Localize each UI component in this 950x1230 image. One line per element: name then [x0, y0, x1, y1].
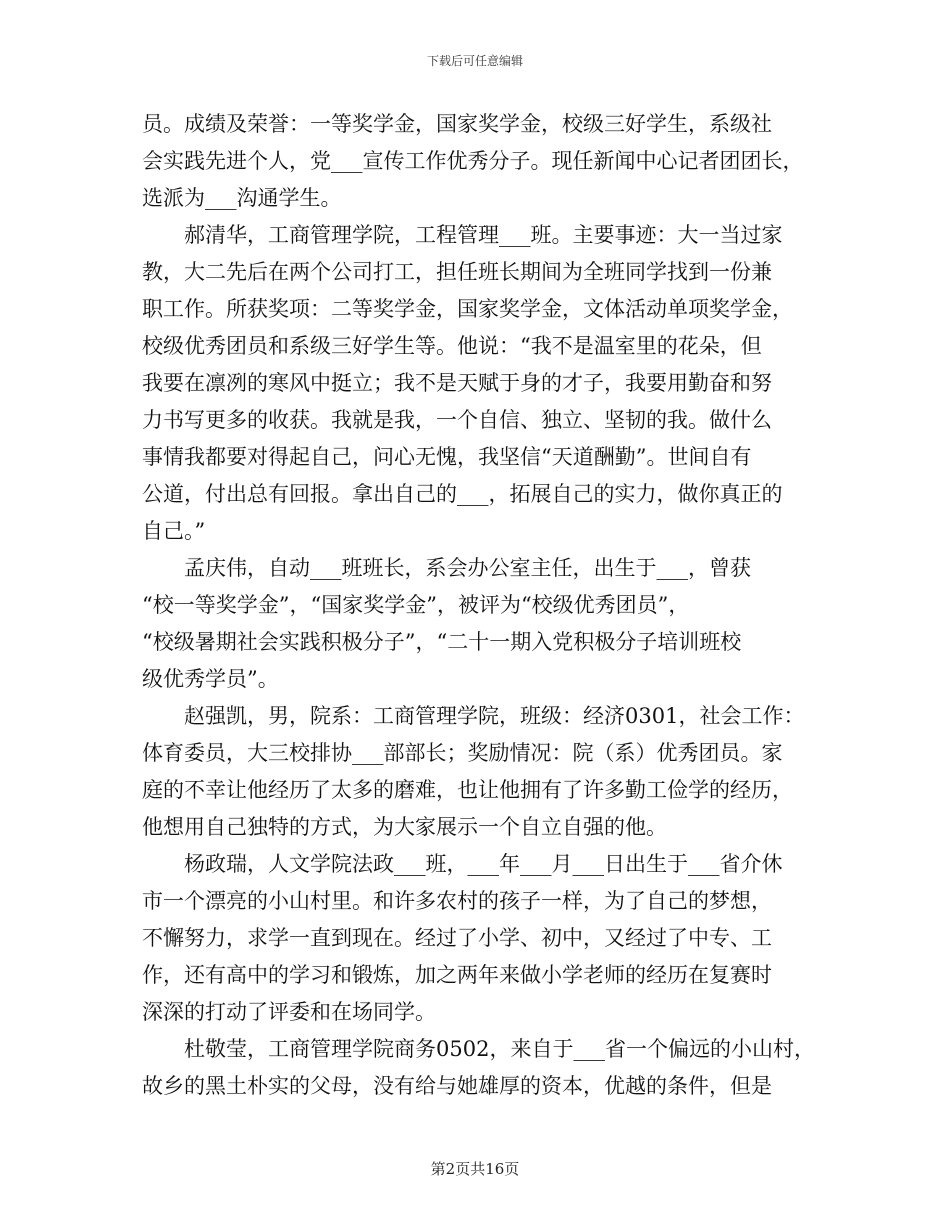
text-line-20: 他想用自己独特的方式，为大家展示一个自立自强的他。 [142, 815, 667, 839]
text-line-11: 公道，付出总有回报。拿出自己的___，拓展自己的实力，做你真正的 [142, 482, 783, 506]
text-line-07: 校级优秀团员和系级三好学生等。他说：“我不是温室里的花朵，但 [142, 334, 762, 358]
text-line-19: 庭的不幸让他经历了太多的磨难，也让他拥有了许多勤工俭学的经历， [142, 778, 793, 802]
text-line-16: 级优秀学员”。 [142, 667, 279, 691]
text-line-05: 教，大二先后在两个公司打工，担任班长期间为全班同学找到一份兼 [142, 260, 772, 284]
text-line-21: 杨政瑞，人文学院法政___班，___年___月___日出生于___省介休 [184, 852, 783, 876]
text-line-24: 作，还有高中的学习和锻炼，加之两年来做小学老师的经历在复赛时 [142, 963, 772, 987]
text-line-13: 孟庆伟，自动___班班长，系会办公室主任，出生于___，曾获 [184, 556, 751, 580]
text-line-18: 体育委员，大三校排协___部部长；奖励情况：院（系）优秀团员。家 [142, 741, 783, 765]
text-line-06: 职工作。所获奖项：二等奖学金，国家奖学金，文体活动单项奖学金， [142, 297, 793, 321]
page-footer-page-number: 第2页共16页 [430, 1160, 520, 1178]
text-line-25: 深深的打动了评委和在场同学。 [142, 1000, 436, 1024]
text-line-27: 故乡的黑土朴实的父母，没有给与她雄厚的资本，优越的条件，但是 [142, 1074, 772, 1098]
text-line-14: “校一等奖学金”，“国家奖学金”，被评为“校级优秀团员”， [142, 593, 690, 617]
text-line-26: 杜敬莹，工商管理学院商务0502，来自于___省一个偏远的小山村， [184, 1037, 815, 1061]
text-line-02: 会实践先进个人，党___宣传工作优秀分子。现任新闻中心记者团团长， [142, 149, 804, 173]
text-line-04: 郝清华，工商管理学院，工程管理___班。主要事迹：大一当过家 [184, 223, 783, 247]
page-header: 下载后可任意编辑 [426, 54, 523, 68]
text-line-03: 选派为___沟通学生。 [142, 186, 342, 210]
text-line-22: 市一个漂亮的小山村里。和许多农村的孩子一样，为了自己的梦想， [142, 889, 772, 913]
text-line-15: “校级暑期社会实践积极分子”，“二十一期入党积极分子培训班校 [142, 630, 742, 654]
text-line-01: 员。成绩及荣誉：一等奖学金，国家奖学金，校级三好学生，系级社 [142, 112, 772, 136]
text-line-08: 我要在凛冽的寒风中挺立；我不是天赋于身的才子，我要用勤奋和努 [142, 371, 772, 395]
text-line-09: 力书写更多的收获。我就是我，一个自信、独立、坚韧的我。做什么 [142, 408, 772, 432]
text-line-17: 赵强凯，男，院系：工商管理学院，班级：经济0301，社会工作： [184, 704, 805, 728]
text-line-23: 不懈努力，求学一直到现在。经过了小学、初中，又经过了中专、工 [142, 926, 772, 950]
text-line-10: 事情我都要对得起自己，问心无愧，我坚信“天道酬勤”。世间自有 [142, 445, 752, 469]
text-line-12: 自己。” [142, 519, 206, 543]
document-body [142, 106, 822, 1105]
